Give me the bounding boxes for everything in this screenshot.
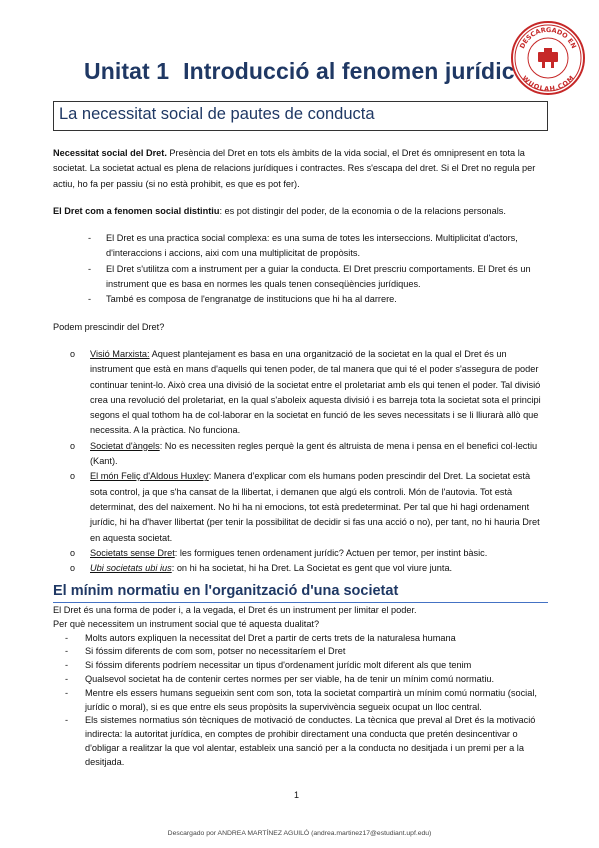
section2-body [53,604,548,770]
svg-text:WUOLAH.COM: WUOLAH.COM [520,74,576,94]
section-heading: La necessitat social de pautes de conducta [59,105,375,123]
list-item: - El Dret es una practica social complexa: es una suma de totes les interseccions. Multiplicitat d'actors, d'interaccions i accions, aixi com una multiplicitat de propòsits. [106,231,548,262]
list-item: - Els sistemes normatius són tècniques de motivació de conductes. La tècnica que preval al Dret és la motivació indirecta: la autoritat jurídica, en comptes de prohibir directament una conducta que pretén desincentivar o d'obligar a realitzar la que vol alentar, estableix una sanció per a la conducta no desitjada i un premi per a la desitjada. [85,714,548,769]
paragraph-need: Necessitat social del Dret. Presència del Dret en tots els àmbits de la vida social, el Dret és omnipresent en tota la societat. La societat actual es plena de relacions jurídiques i contractes. Res s'escapa del dret. Si el Dret no regula per actiu, ho fa per passiu (si no està prohibit, es que es pot fer). [53,148,536,189]
list-item: - Si fóssim diferents de com som, potser no necessitaríem el Dret [85,645,548,659]
section2-heading: El mínim normatiu en l'organització d'una societat [53,583,399,599]
list-item: - Qualsevol societat ha de contenir certes normes per ser viable, ha de tenir un mínim comú normatiu. [85,673,548,687]
dash-list [53,231,548,307]
section1-body [53,146,548,576]
question: Podem prescindir del Dret? [53,321,165,332]
svg-text:DESCARGADO EN: DESCARGADO EN [518,25,578,50]
section2-line2: Per què necessitem un instrument social que té aquesta dualitat? [53,618,320,629]
title-text: Introducció al fenomen jurídic [183,58,515,84]
heading-underline [53,602,548,603]
list-item: o Societats sense Dret: les formigues tenen ordenament jurídic? Actuen per temor, per instint bàsic. [90,546,548,561]
page-number: 1 [294,790,300,800]
list-item: - Mentre els essers humans segueixin sent com son, tota la societat compartirà un mínim comú normatiu (social, jurídic o moral), si es que entre els seus propòsits la supervivència segueix ocupat un lloc central. [85,687,548,715]
list-item: - També es composa de l'engranatge de institucions que hi ha al darrere. [106,292,548,307]
download-stamp-icon [510,20,586,96]
section2-list [53,632,548,770]
section-heading-box [53,101,548,131]
list-item: o El món Feliç d'Aldous Huxley: Manera d'explicar com els humans poden prescindir del Dret. La societat està sota control, ja que s'ha cansat de la llibertat, i demanen que algú els controli. Món de l'autovia. Tot està determinat, des del naixement. No hi ha ni emocions, tot està predeterminat. Per tal que hi hagi ordenament jurídic, hi ha d'haver llibertat (per tenir la possibilitat de decidir si fas una acció o no), per tant, no hi hauria Dret en aquesta societat. [90,469,548,545]
circle-list [53,347,548,576]
download-footer: Descargado por ANDREA MARTÍNEZ AGUILÓ (andrea.martinez17@estudiant.upf.edu) [167,830,432,837]
page-title [84,58,515,85]
list-item: o Ubi societats ubi ius: on hi ha societat, hi ha Dret. La Societat es gent que vol viure junta. [90,561,548,576]
section2-line1: El Dret és una forma de poder i, a la vegada, el Dret és un instrument per limitar el poder. [53,605,417,615]
list-item: - El Dret s'utilitza com a instrument per a guiar la conducta. El Dret prescriu comportaments. El Dret és un instrument que es basa en normes les quals tenen conseqüències jurídiques. [106,262,548,293]
list-item: - Si fóssim diferents podríem necessitar un tipus d'ordenament jurídic molt diferent als que tenim [85,659,548,673]
list-item: o Visió Marxista: Aquest plantejament es basa en una organització de la societat en la qual el Dret és un instrument que està en mans d'aquells qui tenen poder, de tal manera que qui té el poder s'assegura de poder continuar tenint-lo. Això crea una divisió de la societat entre el proletariat amb els qui tenen el poder. Tal divisió crea una revolució del proletariat, en la qual s'aboleix aquesta divisió i es barreja tota la societat sota el principi segons el qual tothom ha de col·laborar en la societat en funció de les seves necessitats i se li lliurarà allò que necessita. A la pràctica. No funciona. [90,347,548,439]
unit-label: Unitat 1 [84,58,170,84]
paragraph-distinctive: El Dret com a fenomen social distintiu: es pot distingir del poder, de la economia o de la relacions personals. [53,205,506,216]
list-item: o Societat d'àngels: No es necessiten regles perquè la gent és altruista de mena i pensa en el benefici col·lectiu (Kant). [90,439,548,470]
list-item: - Molts autors expliquen la necessitat del Dret a partir de certs trets de la naturalesa humana [85,632,548,646]
